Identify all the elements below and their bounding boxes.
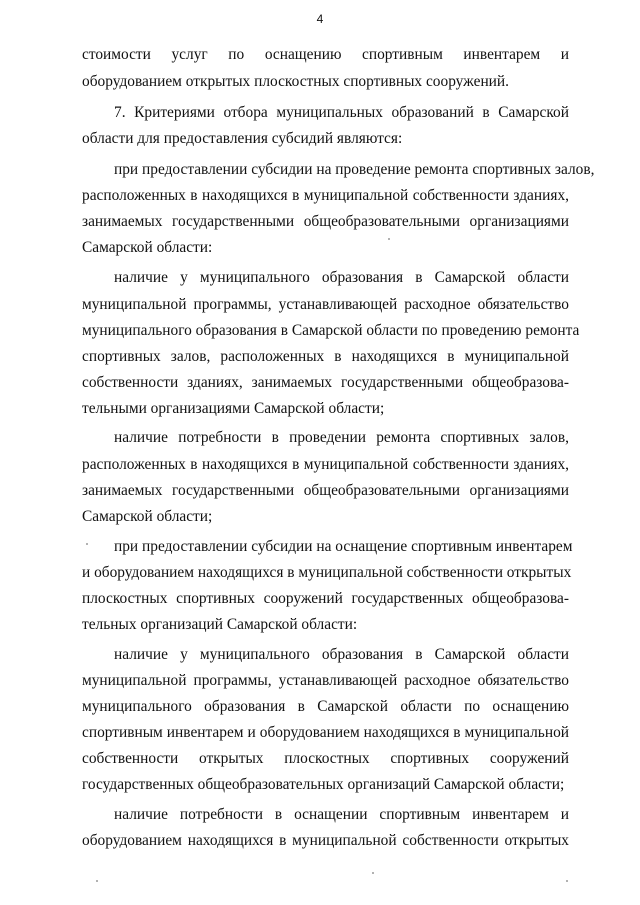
text-line: спортивным инвентарем и оборудованием находящихся в муниципальной <box>82 724 569 741</box>
text-line: расположенных в находящихся в муниципальной собственности зданиях, <box>82 456 569 473</box>
text-line: Самарской области: <box>82 239 213 256</box>
text-line: оборудованием находящихся в муниципальной собственности открытых <box>82 832 569 849</box>
text-line: расположенных в находящихся в муниципальной собственности зданиях, <box>82 187 569 204</box>
text-line: муниципального образования в Самарской области по проведению ремонта <box>82 322 580 339</box>
text-line: наличие потребности в оснащении спортивным инвентарем и <box>114 806 569 823</box>
text-line: тельными организациями Самарской области; <box>82 400 385 417</box>
text-line: собственности зданиях, занимаемых государственными общеобразова- <box>82 374 569 391</box>
text-line: наличие у муниципального образования в Самарской области <box>114 646 569 663</box>
text-line: занимаемых государственными общеобразовательными организациями <box>82 213 569 230</box>
page-number: 4 <box>316 12 324 26</box>
scan-speck <box>86 543 88 545</box>
text-line: собственности открытых плоскостных спортивных сооружений <box>82 750 569 767</box>
text-line: муниципального образования в Самарской области по оснащению <box>82 698 569 715</box>
text-line: муниципальной программы, устанавливающей расходное обязательство <box>82 672 569 689</box>
scan-speck <box>372 872 374 874</box>
scan-speck <box>96 880 98 882</box>
scan-speck <box>566 880 568 882</box>
text-line: оборудованием открытых плоскостных спортивных сооружений. <box>82 73 509 90</box>
text-line: занимаемых государственными общеобразовательными организациями <box>82 482 569 499</box>
text-line: тельных организаций Самарской области: <box>82 616 358 633</box>
text-line: при предоставлении субсидии на оснащение спортивным инвентарем <box>114 538 573 555</box>
text-line: при предоставлении субсидии на проведение ремонта спортивных залов, <box>114 161 595 178</box>
text-line: области для предоставления субсидий являются: <box>82 130 403 147</box>
text-line: государственных общеобразовательных организаций Самарской области; <box>82 776 565 793</box>
text-line: наличие у муниципального образования в Самарской области <box>114 269 569 286</box>
scan-speck <box>388 238 390 240</box>
text-line: спортивных залов, расположенных в находящихся в муниципальной <box>82 348 569 365</box>
text-line: муниципальной программы, устанавливающей расходное обязательство <box>82 296 569 313</box>
text-line: плоскостных спортивных сооружений государственных общеобразова- <box>82 590 569 607</box>
text-line: и оборудованием находящихся в муниципальной собственности открытых <box>82 564 572 581</box>
text-line: стоимости услуг по оснащению спортивным инвентарем и <box>82 46 569 63</box>
text-line: 7. Критериями отбора муниципальных образований в Самарской <box>114 104 569 121</box>
text-line: Самарской области; <box>82 508 213 525</box>
text-line: наличие потребности в проведении ремонта спортивных залов, <box>114 429 569 446</box>
